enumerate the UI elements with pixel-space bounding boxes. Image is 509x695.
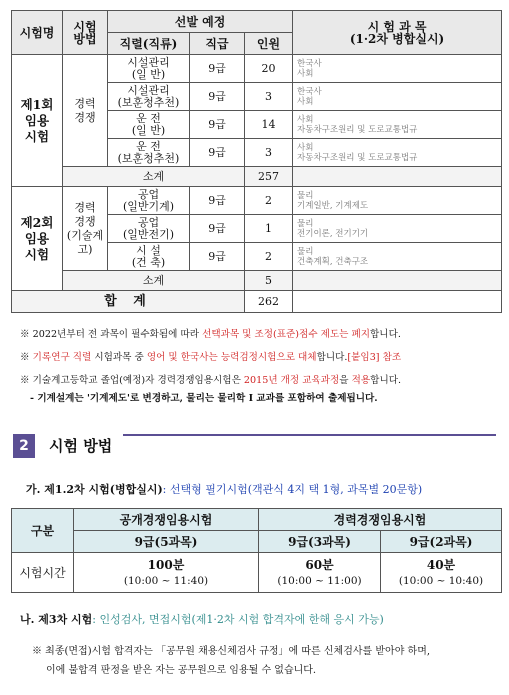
note-4: - 기계설계는 '기계제도'로 변경하고, 물리는 물리학 I 교과를 포함하여 출제됩니다. [30, 393, 378, 404]
subjects-cell: 한국사 사회 [293, 83, 502, 111]
section-method: 경력 경쟁 (기술계고) [63, 187, 108, 271]
position-cell: 운 전 (일 반) [108, 111, 190, 139]
grade-cell: 9급 [190, 83, 245, 111]
header-exam: 시험명 [12, 11, 63, 55]
header-open: 공개경쟁임용시험 [74, 509, 259, 531]
section-title: 시험 방법 [49, 437, 113, 455]
subjects-cell: 한국사 사회 [293, 55, 502, 83]
table-row [12, 187, 502, 215]
subjects-cell: 사회 자동차구조원리 및 도로교통법규 [293, 111, 502, 139]
table-row [12, 55, 502, 83]
position-cell: 시설관리 (일 반) [108, 55, 190, 83]
total-value: 262 [245, 291, 293, 313]
note-3: ※ 기술계고등학교 졸업(예정)자 경력경쟁임용시험은 2015년 개정 교육과정을 적용합니다. [20, 375, 402, 386]
header-subjects: 시 험 과 목 (1·2차 병합실시) [293, 11, 502, 55]
note-1: ※ 2022년부터 전 과목이 필수화됨에 따라 선택과목 및 조정(표준)점수 제도는 폐지합니다. [20, 329, 401, 340]
header-position: 직렬(직류) [108, 33, 190, 55]
time-cell: 40분 (10:00 ~ 10:40) [381, 553, 502, 593]
subtotal-row [12, 271, 502, 291]
subjects-cell: 물리 기계일반, 기계제도 [293, 187, 502, 215]
header-career: 경력경쟁임용시험 [259, 509, 502, 531]
header-selection: 선발 예정 [108, 11, 293, 33]
section-rule [123, 434, 496, 436]
subtotal-row [12, 167, 502, 187]
count-cell: 1 [245, 215, 293, 243]
count-cell: 14 [245, 111, 293, 139]
total-empty [293, 291, 502, 313]
position-cell: 공업 (일반기계) [108, 187, 190, 215]
count-cell: 2 [245, 187, 293, 215]
header-open-sub: 9급(5과목) [74, 531, 259, 553]
item-ga: 가. 제1.2차 시험(병합실시): 선택형 필기시험(객관식 4지 택 1형, 과목별 20문항) [26, 483, 423, 496]
table-row [12, 553, 502, 593]
subtotal-value: 5 [245, 271, 293, 291]
subtotal-value: 257 [245, 167, 293, 187]
position-cell: 시설관리 (보훈청추천) [108, 83, 190, 111]
section-name: 제1회 임용 시험 [12, 55, 63, 187]
subtotal-empty [293, 167, 502, 187]
time-cell: 60분 (10:00 ~ 11:00) [259, 553, 381, 593]
subjects-cell: 물리 전기이론, 전기기기 [293, 215, 502, 243]
subjects-cell: 물리 건축계획, 건축구조 [293, 243, 502, 271]
notes-block [20, 323, 500, 410]
note-2: ※ 기록연구 직렬 시험과목 중 영어 및 한국사는 능력검정시험으로 대체합니다.[붙임3] 참조 [20, 352, 402, 363]
grade-cell: 9급 [190, 187, 245, 215]
total-row [12, 291, 502, 313]
section-name: 제2회 임용 시험 [12, 187, 63, 291]
subtotal-empty [293, 271, 502, 291]
position-cell: 시 설 (건 축) [108, 243, 190, 271]
count-cell: 3 [245, 139, 293, 167]
position-cell: 운 전 (보훈청추천) [108, 139, 190, 167]
header-career-sub2: 9급(2과목) [381, 531, 502, 553]
subjects-cell: 사회 자동차구조원리 및 도로교통법규 [293, 139, 502, 167]
selection-table [11, 10, 502, 313]
total-label: 합 계 [12, 291, 245, 313]
header-category: 구분 [12, 509, 74, 553]
section-number: 2 [13, 434, 35, 458]
count-cell: 3 [245, 83, 293, 111]
subtotal-label: 소계 [63, 271, 245, 291]
section-heading [13, 434, 496, 458]
header-count: 인원 [245, 33, 293, 55]
grade-cell: 9급 [190, 111, 245, 139]
grade-cell: 9급 [190, 215, 245, 243]
subtotal-label: 소계 [63, 167, 245, 187]
header-method: 시험 방법 [63, 11, 108, 55]
header-career-sub1: 9급(3과목) [259, 531, 381, 553]
time-label: 시험시간 [12, 553, 74, 593]
section-method: 경력 경쟁 [63, 55, 108, 167]
final-note: ※ 최종(면접)시험 합격자는 「공무원 채용신체검사 규정」에 따른 신체검사를 받아야 하며, 이에 불합격 판정을 받은 자는 공무원으로 임용될 수 없습니다. [32, 646, 431, 676]
exam-time-table [11, 508, 502, 593]
header-grade: 직급 [190, 33, 245, 55]
grade-cell: 9급 [190, 55, 245, 83]
grade-cell: 9급 [190, 243, 245, 271]
grade-cell: 9급 [190, 139, 245, 167]
count-cell: 20 [245, 55, 293, 83]
count-cell: 2 [245, 243, 293, 271]
item-na: 나. 제3차 시험: 인성검사, 면접시험(제1·2차 시험 합격자에 한해 응시 가능) [20, 613, 384, 626]
time-cell: 100분 (10:00 ~ 11:40) [74, 553, 259, 593]
position-cell: 공업 (일반전기) [108, 215, 190, 243]
